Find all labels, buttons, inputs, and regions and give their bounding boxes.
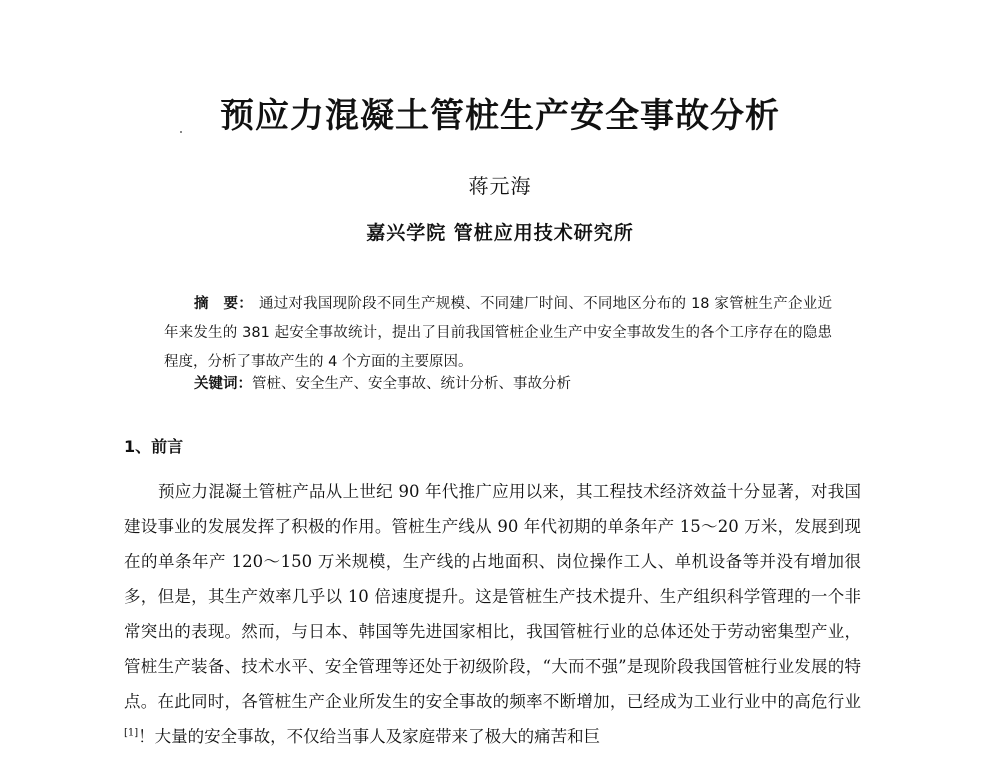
introduction-paragraph xyxy=(124,474,861,754)
keywords-label: 关键词： xyxy=(194,376,252,392)
keywords-text: 管桩、安全生产、安全事故、统计分析、事故分析 xyxy=(252,376,571,392)
keywords xyxy=(194,373,834,395)
section-heading-introduction: 1、前言 xyxy=(124,437,184,456)
abstract xyxy=(164,290,832,377)
abstract-text: 通过对我国现阶段不同生产规模、不同建厂时间、不同地区分布的 18 家管桩生产企业近年来发生的 381 起安全事故统计，提出了目前我国管桩企业生产中安全事故发生的各个工序存在的隐患程度，分析了事故产生的 4 个方面的主要原因。 xyxy=(164,296,832,370)
author-affiliation: 嘉兴学院 管桩应用技术研究所 xyxy=(366,222,634,244)
citation-reference[interactable]: [1] xyxy=(124,727,139,739)
author-name: 蒋元海 xyxy=(468,174,532,198)
paragraph-text-continued: ！大量的安全事故，不仅给当事人及家庭带来了极大的痛苦和巨 xyxy=(138,727,601,746)
paper-title: 预应力混凝土管桩生产安全事故分析 xyxy=(220,96,780,136)
paragraph-text: 预应力混凝土管桩产品从上世纪 90 年代推广应用以来，其工程技术经济效益十分显著，对我国建设事业的发展发挥了积极的作用。管桩生产线从 90 年代初期的单条年产 15～20 万米，发展到现在的单条年产 120～150 万米规模，生产线的占地面积、岗位操作工人、单机设备等并没有增加很多，但是，其生产效率几乎以 10 倍速度提升。这是管桩生产技术提升、生产组织科学管理的一个非常突出的表现。然而，与日本、韩国等先进国家相比，我国管桩行业的总体还处于劳动密集型产业，管桩生产装备、技术水平、安全管理等还处于初级阶段，“大而不强”是现阶段我国管桩行业发展的特点。在此同时，各管桩生产企业所发生的安全事故的频率不断增加，已经成为工业行业中的高危行业 xyxy=(124,482,861,711)
abstract-label: 摘 要： xyxy=(194,296,253,312)
